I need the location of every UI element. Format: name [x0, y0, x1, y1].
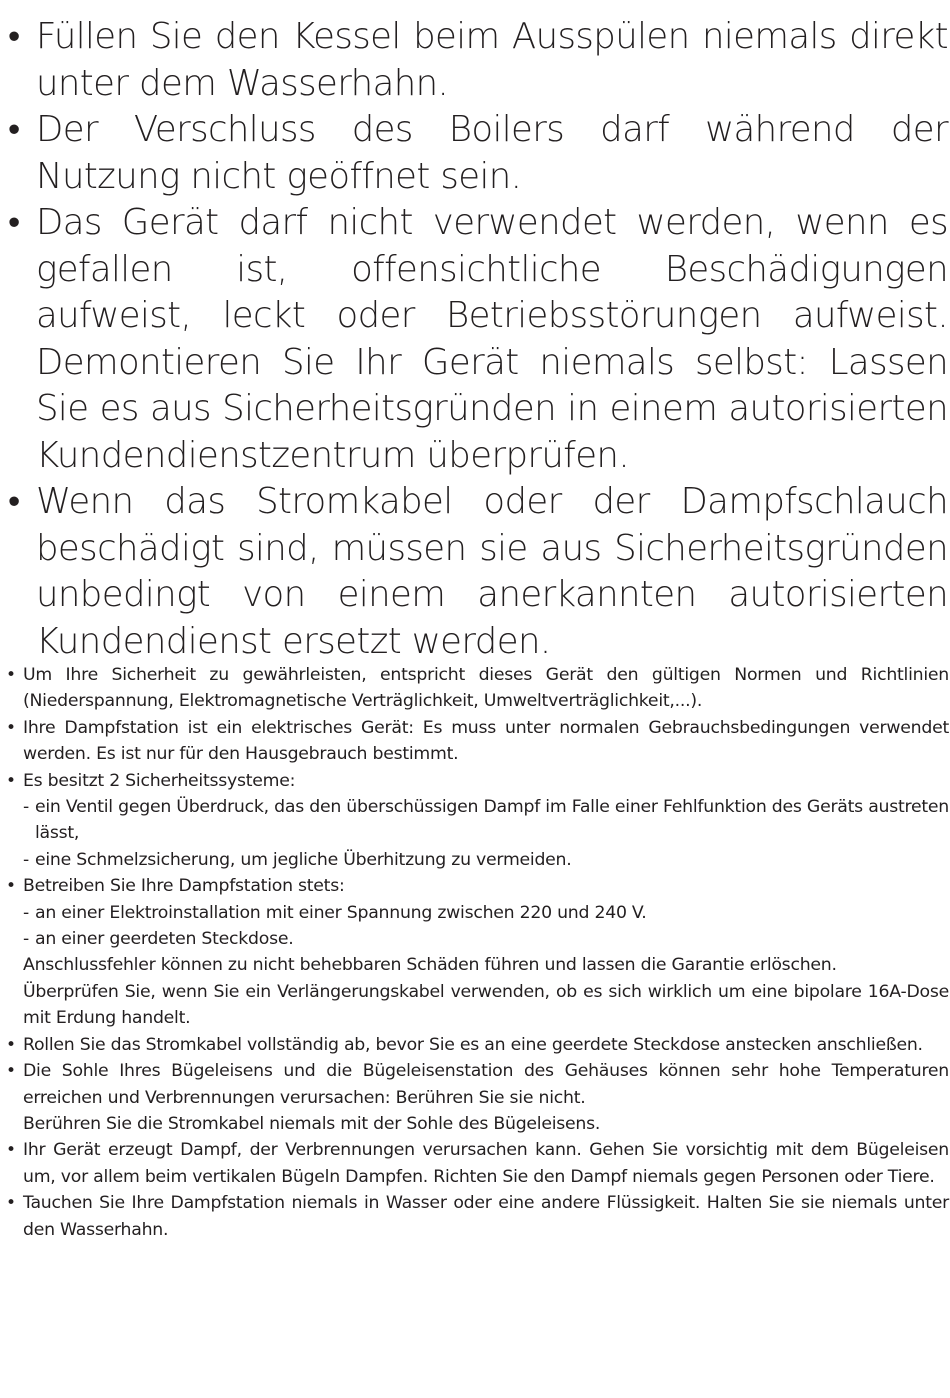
warning-text: Füllen Sie den Kessel beim Ausspülen niemals direkt unter dem Wasserhahn.	[36, 16, 948, 104]
instruction-item-steam	[6, 1137, 949, 1190]
instruction-item-safety-systems	[6, 768, 949, 874]
warning-item-damaged-device	[8, 200, 948, 479]
bullet: •	[8, 17, 20, 57]
instruction-text: Es besitzt 2 Sicherheitssysteme:	[23, 770, 296, 791]
dash: -	[23, 849, 29, 870]
instruction-item-hot-soleplate	[6, 1058, 949, 1137]
bullet: •	[6, 1193, 16, 1214]
bullet: •	[8, 482, 20, 522]
dash: -	[23, 902, 29, 923]
instruction-text: Betreiben Sie Ihre Dampfstation stets:	[23, 876, 345, 897]
bullet: •	[6, 1061, 16, 1082]
bullet: •	[6, 717, 16, 738]
bullet: •	[6, 1140, 16, 1161]
bullet: •	[6, 665, 16, 685]
warning-item-damaged-cable	[8, 479, 948, 665]
sub-item-text: eine Schmelzsicherung, um jegliche Überhitzung zu vermeiden.	[35, 849, 572, 870]
extension-cable-note: Überprüfen Sie, wenn Sie ein Verlängerungskabel verwenden, ob es sich wirklich um eine bipolare 16A-Dose mit Erdung handelt.	[23, 981, 949, 1029]
instruction-item-household-use	[6, 715, 949, 768]
instruction-item-norms	[6, 662, 949, 715]
bullet: •	[6, 1034, 16, 1055]
sub-item-text: ein Ventil gegen Überdruck, das den überschüssigen Dampf im Falle einer Fehlfunktion des Geräts austreten lässt,	[35, 797, 949, 844]
sub-item-text: an einer Elektroinstallation mit einer Spannung zwischen 220 und 240 V.	[35, 902, 647, 923]
warning-item-kettle-rinsing	[8, 14, 948, 107]
instruction-item-no-immersion	[6, 1190, 949, 1243]
sub-item-text: an einer geerdeten Steckdose.	[35, 929, 294, 950]
safety-instructions-list	[6, 662, 949, 1243]
bullet: •	[6, 876, 16, 897]
instruction-text: Um Ihre Sicherheit zu gewährleisten, entspricht dieses Gerät den gültigen Normen und Richtlinien (Niederspannung, Elektromagnetische Verträglichkeit, Umweltverträglichkeit,...).	[23, 665, 949, 712]
warning-text: Das Gerät darf nicht verwendet werden, wenn es gefallen ist, offensichtliche Beschädigungen aufweist, leckt oder Betriebsstörungen aufweist. Demontieren Sie Ihr Gerät niemals selbst: Lassen Sie es aus Sicherheitsgründen in einem autorisierten Kundendienstzentrum überprüfen.	[36, 202, 948, 476]
instruction-text: Tauchen Sie Ihre Dampfstation niemals in Wasser oder eine andere Flüssigkeit. Halten Sie sie niemals unter den Wasserhahn.	[23, 1193, 949, 1240]
warning-text: Der Verschluss des Boilers darf während der Nutzung nicht geöffnet sein.	[36, 109, 948, 197]
instruction-item-unroll-cable	[6, 1032, 949, 1058]
warning-item-boiler-cap	[8, 107, 948, 200]
instruction-text: Ihre Dampfstation ist ein elektrisches Gerät: Es muss unter normalen Gebrauchsbedingungen verwendet werden. Es ist nur für den Hausgebrauch bestimmt.	[23, 717, 949, 765]
instruction-item-operation	[6, 873, 949, 1031]
dash: -	[23, 797, 29, 818]
bullet: •	[8, 110, 20, 150]
sub-item-thermal-fuse	[23, 847, 949, 873]
soleplate-cable-note: Berühren Sie die Stromkabel niemals mit der Sohle des Bügeleisens.	[23, 1113, 601, 1134]
sub-item-pressure-valve	[23, 794, 949, 847]
sub-item-grounded-socket	[23, 926, 949, 952]
bullet: •	[8, 203, 20, 243]
important-warnings-list	[8, 14, 948, 665]
warning-text: Wenn das Stromkabel oder der Dampfschlauch beschädigt sind, müssen sie aus Sicherheitsgründen unbedingt von einem anerkannten autorisierten Kundendienst ersetzt werden.	[36, 481, 948, 662]
instruction-text: Die Sohle Ihres Bügeleisens und die Bügeleisenstation des Gehäuses können sehr hohe Temperaturen erreichen und Verbrennungen verursachen: Berühren Sie sie nicht.	[23, 1061, 949, 1108]
instruction-text: Rollen Sie das Stromkabel vollständig ab, bevor Sie es an eine geerdete Steckdose anstecken anschließen.	[23, 1034, 923, 1055]
bullet: •	[6, 770, 16, 791]
connection-error-note: Anschlussfehler können zu nicht behebbaren Schäden führen und lassen die Garantie erlöschen.	[23, 955, 837, 976]
sub-item-voltage	[23, 900, 949, 926]
instruction-text: Ihr Gerät erzeugt Dampf, der Verbrennungen verursachen kann. Gehen Sie vorsichtig mit dem Bügeleisen um, vor allem beim vertikalen Bügeln Dampfen. Richten Sie den Dampf niemals gegen Personen oder Tiere.	[23, 1140, 949, 1187]
dash: -	[23, 929, 29, 950]
